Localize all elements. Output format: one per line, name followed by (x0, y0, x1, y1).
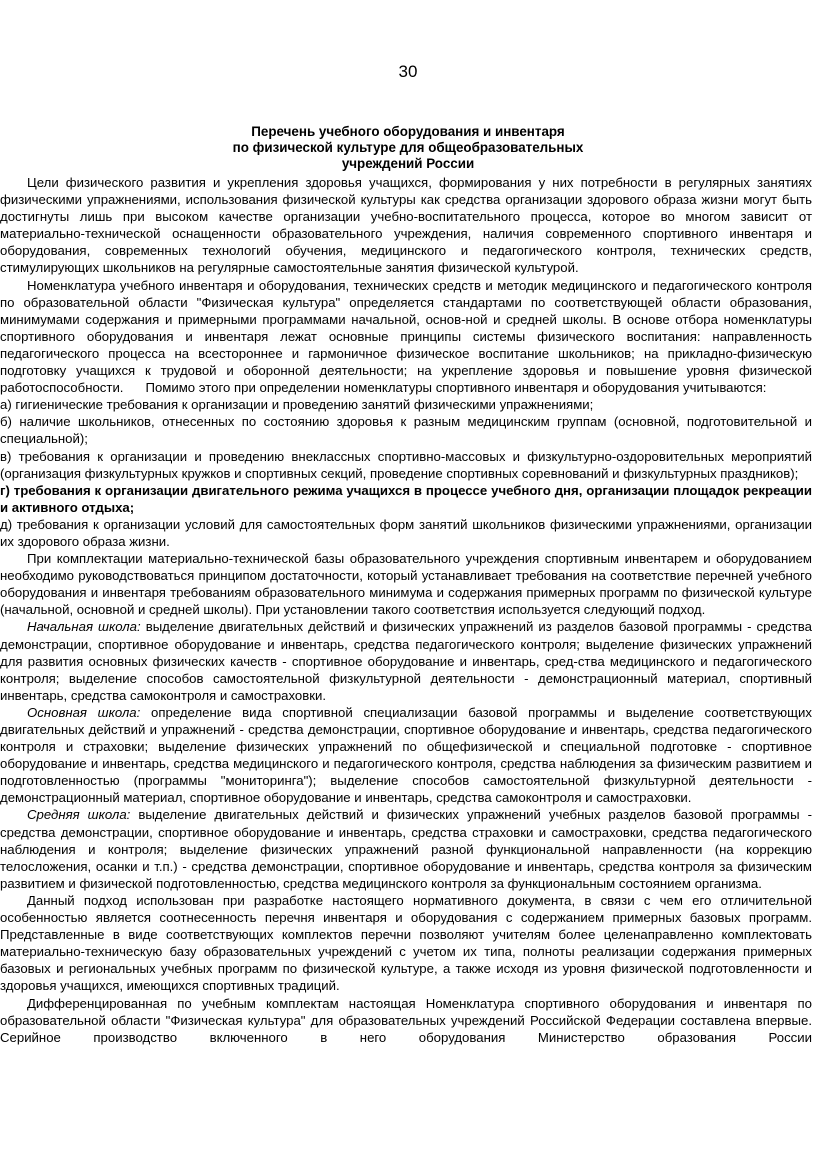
secondary-school-text: выделение двигательных действий и физических упражнений учебных разделов базовой программы - средства демонстрации, спортивное оборудование и инвентарь, средства страховки и самостраховки, средства педагогического наблюдения и контроля; выделение физических упражнений разной функциональной направленности (на коррекцию телосложения, осанки и т.п.) - средства демонстрации, спортивное оборудование и инвентарь, средства контроля за физическим развитием и физической подготовленностью, средства медицинского контроля за функциональным состоянием организма. (0, 807, 812, 891)
nomenclature-continuation: Помимо этого при определении номенклатуры спортивного инвентаря и оборудования учитываются: (145, 380, 767, 396)
paragraph-primary-school (0, 618, 812, 703)
basic-school-label: Основная школа: (27, 704, 141, 720)
document-title (0, 124, 816, 172)
paragraph-sufficiency: При комплектации материально-технической базы образовательного учреждения спортивным инвентарем и оборудованием необходимо руководствоваться принципом достаточности, который устанавливает требования на соответствие перечней учебного оборудования и инвентаря требованиям образовательного минимума и содержания примерных программ по физической культуре (начальной, основной и средней школы). При установлении такого соответствия используется следующий подход. (0, 551, 812, 618)
document-body (0, 174, 812, 1046)
nomenclature-text: Номенклатура учебного инвентаря и оборудования, технических средств и методик медицинского и педагогического контроля по образовательной области "Физическая культура" определяется стандартами по соответствующей области образования, минимумами содержания и примерными программами начальной, основ-ной и средней школы. В основе отбора номенклатуры спортивного оборудования и инвентаря лежат основные принципы системы физического воспитания: направленность педагогического процесса на всестороннее и гармоничное физическое воспитание школьников; на прикладно-физическую подготовку учащихся к трудовой и оборонной деятельности; на укрепление здоровья и повышение уровня физической работоспособности. (0, 277, 812, 396)
paragraph-basic-school (0, 704, 812, 807)
list-item-v: в) требования к организации и проведению внеклассных спортивно-массовых и физкультурно-оздоровительных мероприятий (организация физкультурных кружков и спортивных секций, проведение спортивных соревнований и физкультурных праздников); (0, 448, 812, 481)
title-line-3: учреждений России (341, 156, 475, 171)
paragraph-approach: Данный подход использован при разработке настоящего нормативного документа, в связи с чем его отличительной особенностью является соотнесенность перечня инвентаря и оборудования с содержанием примерных базовых программ. Представленные в виде соответствующих комплектов перечни позволяют учителям более целенаправленно комплектовать материально-техническую базу образовательных учреждений с учетом их типа, полноты реализации содержания примерных базовых и региональных учебных программ по физической культуре, а также исходя из уровня физической подготовленности и здоровья учащихся, имеющихся спортивных традиций. (0, 892, 812, 994)
primary-school-label: Начальная школа: (27, 619, 141, 635)
list-item-g: г) требования к организации двигательного режима учащихся в процессе учебного дня, организации площадок рекреации и активного отдыха; (0, 482, 812, 515)
primary-school-text: выделение двигательных действий и физических упражнений из разделов базовой программы - средства демонстрации, спортивное оборудование и инвентарь, средства педагогического контроля; выделение физических упражнений для развития основных физических качеств - спортивное оборудование и инвентарь, сред-ства медицинского и педагогического контроля; выделение способов самостоятельной физкультурной деятельности - демонстрационный материал, спортивный инвентарь, средства самоконтроля и самостраховки. (0, 619, 812, 703)
paragraph-nomenclature (0, 277, 812, 397)
basic-school-text: определение вида спортивной специализации базовой программы и выделение соответствующих двигательных действий и упражнений - средства демонстрации, спортивное оборудование и инвентарь, средства педагогического контроля и страховки; выделение физических упражнений по общефизической и специальной подготовке - спортивное оборудование и инвентарь, средства медицинского и педагогического контроля, средства наблюдения за физическим развитием и подготовленностью (программы "мониторинга"); выделение способов самостоятельной физкультурной деятельности - демонстрационный материал, спортивное оборудование и инвентарь, средства самоконтроля и самостраховки. (0, 704, 812, 806)
paragraph-goals: Цели физического развития и укрепления здоровья учащихся, формирования у них потребности в регулярных занятиях физическими упражнениями, использования физической культуры как средства организации здорового образа жизни могут быть достигнуты лишь при высоком качестве организации учебно-воспитательного процесса, которое во многом зависит от материально-технической оснащенности образовательного учреждения, наличия современного спортивного инвентаря и оборудования, современных технологий обучения, медицинского и педагогического контроля, технических средств, стимулирующих школьников на регулярные самостоятельные занятия физической культурой. (0, 175, 812, 276)
paragraph-differentiated: Дифференцированная по учебным комплектам настоящая Номенклатура спортивного оборудования и инвентаря по образовательной области "Физическая культура" для образовательных учреждений Российской Федерации составлена впервые. Серийное производство включенного в него оборудования Министерство образования России (0, 995, 812, 1045)
secondary-school-label: Средняя школа: (27, 807, 131, 823)
paragraph-secondary-school (0, 806, 812, 891)
list-item-b: б) наличие школьников, отнесенных по состоянию здоровья к разным медицинским группам (основной, подготовительной и специальной); (0, 414, 812, 447)
list-item-d: д) требования к организации условий для самостоятельных форм занятий школьников физическими упражнениями, организации их здорового образа жизни. (0, 516, 812, 549)
page-number: 30 (398, 62, 418, 81)
title-line-2: по физической культуре для общеобразовательных (232, 140, 584, 155)
title-line-1: Перечень учебного оборудования и инвентаря (251, 124, 565, 139)
list-item-a: а) гигиенические требования к организации и проведению занятий физическими упражнениями; (0, 397, 594, 413)
